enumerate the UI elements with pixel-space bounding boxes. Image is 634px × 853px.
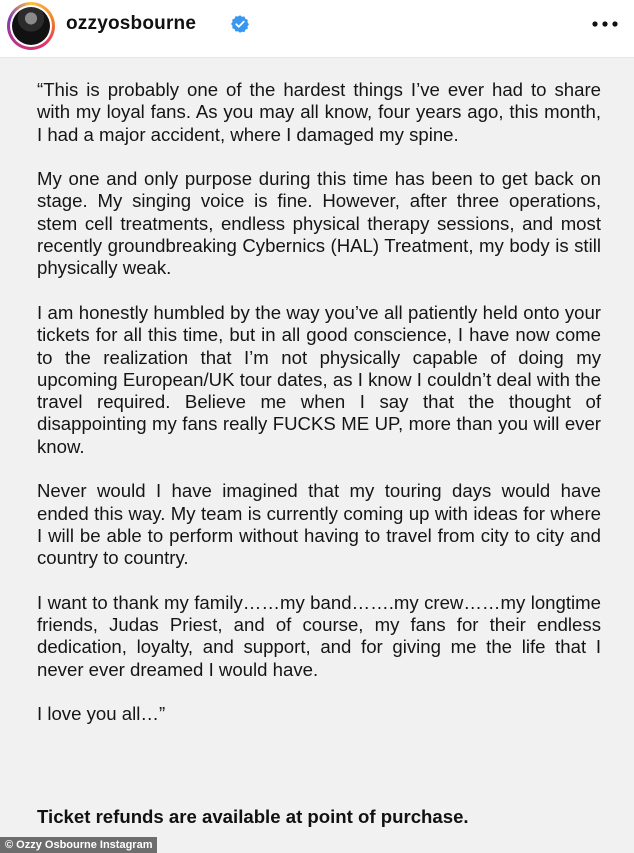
statement-paragraph: I am honestly humbled by the way you’ve all patiently held onto your tickets for all this time, but in all good conscience, I have now come to the realization that I’m not physically capable of doing my upcoming European/UK tour dates, as I know I couldn’t deal with the travel required. Believe me when I say that the thought of disappointing my fans really FUCKS ME UP, more than you will ever know. [37, 301, 601, 457]
refund-note: Ticket refunds are available at point of purchase. [37, 806, 469, 827]
statement-paragraph: I love you all…” [37, 703, 166, 725]
statement-paragraph: My one and only purpose during this time has been to get back on stage. My singing voice is fine. However, after three operations, stem cell treatments, endless physical therapy sessions, and most recently groundbreaking Cybernics (HAL) Treatment, my body is still physically weak. [37, 168, 601, 279]
photo-credit: © Ozzy Osbourne Instagram [0, 837, 157, 853]
verified-badge-icon [230, 14, 250, 34]
statement-text [37, 79, 601, 748]
username[interactable]: ozzyosbourne [66, 13, 197, 34]
post-header [0, 0, 634, 58]
post-image [0, 58, 634, 853]
avatar-story-ring[interactable] [7, 2, 55, 50]
statement-paragraph: I want to thank my family……my band…….my crew……my longtime friends, Judas Priest, and of course, my fans for their endless dedication, loyalty, and support, and for giving me the life that I never ever dreamed I would have. [37, 591, 601, 680]
avatar[interactable] [10, 5, 52, 47]
statement-paragraph: Never would I have imagined that my touring days would have ended this way. My team is currently coming up with ideas for where I will be able to perform without having to travel from city to city and country to country. [37, 480, 601, 569]
profile-photo [12, 7, 50, 45]
statement-paragraph: “This is probably one of the hardest things I’ve ever had to share with my loyal fans. As you may all know, four years ago, this month, I had a major accident, where I damaged my spine. [37, 79, 601, 145]
more-options-icon[interactable] [589, 16, 621, 32]
